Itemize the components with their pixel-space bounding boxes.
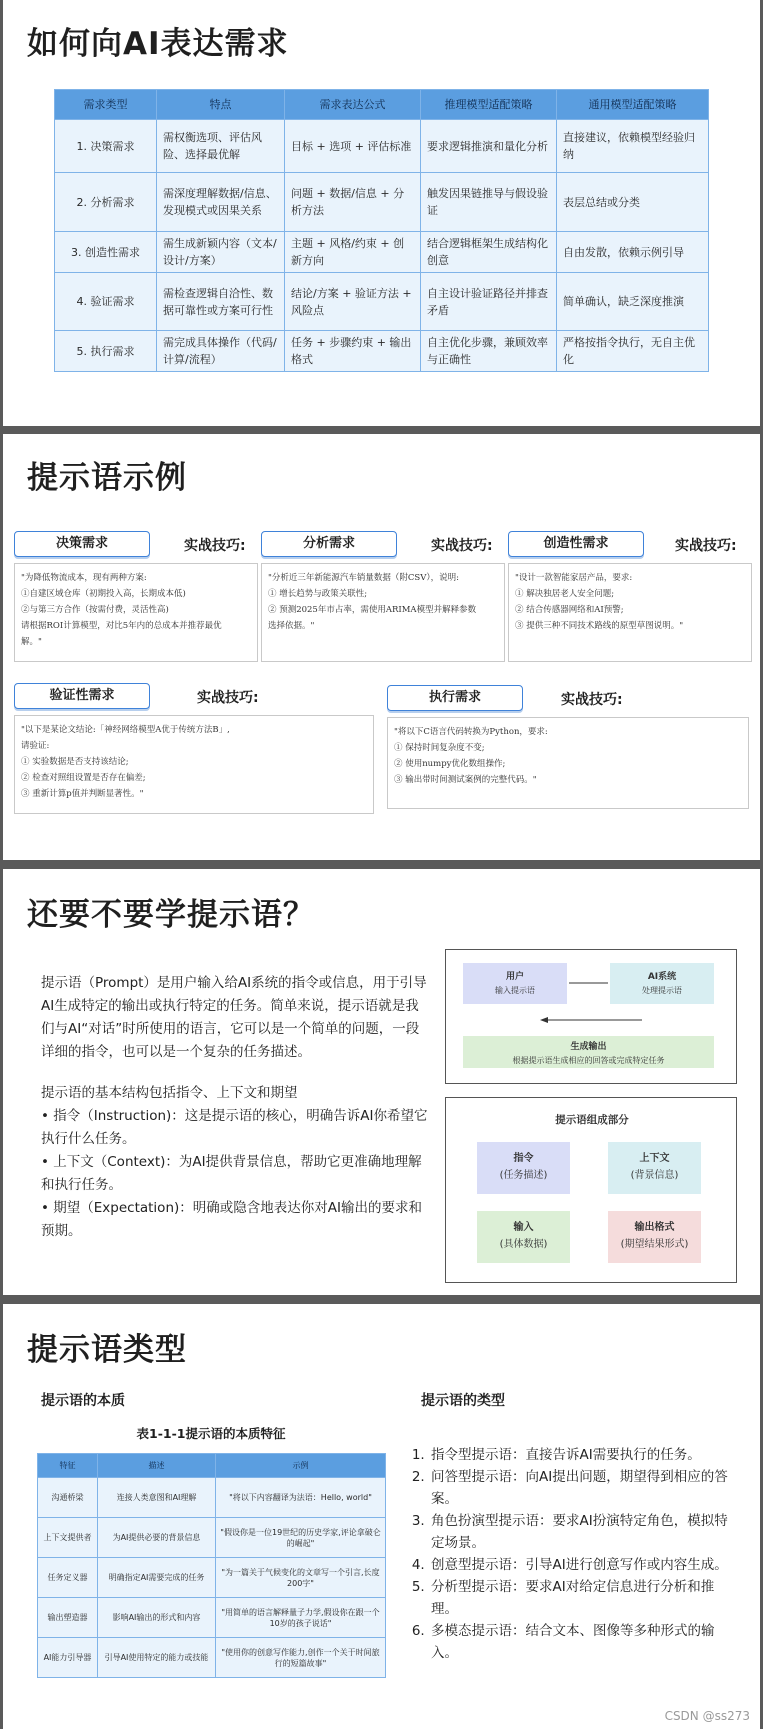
table-cell: "将以下内容翻译为法语：Hello, world": [216, 1478, 386, 1518]
watermark: CSDN @ss273: [664, 1709, 750, 1723]
example-line: ① 解决独居老人安全问题;: [515, 589, 615, 599]
bullet-expectation: • 期望（Expectation)：明确或隐含地表达你对AI输出的要求和预期。: [41, 1200, 422, 1239]
table-row: [38, 1598, 386, 1638]
table-cell: 自主优化步骤，兼顾效率与正确性: [421, 331, 557, 372]
component-output-format: [608, 1211, 701, 1263]
example-line: 解。": [21, 637, 42, 647]
table-cell: 1. 决策需求: [55, 120, 157, 173]
essence-table: [37, 1453, 386, 1678]
table-header: 描述: [98, 1454, 216, 1478]
table-row: [38, 1478, 386, 1518]
flow-diagram: [445, 949, 737, 1084]
user-title: 用户: [505, 972, 524, 982]
example-line: 选择依据。": [268, 621, 315, 631]
component-name: 指令: [513, 1153, 534, 1164]
component-desc: (期望结果形式): [620, 1239, 689, 1250]
example-line: ②与第三方合作（按需付费，灵活性高): [21, 605, 169, 615]
table-header-row: [55, 90, 709, 120]
components-diagram: [445, 1097, 737, 1283]
table-cell: 要求逻辑推演和量化分析: [421, 120, 557, 173]
example-line: ① 增长趋势与政策关联性;: [268, 589, 368, 599]
ai-title: AI系统: [647, 972, 677, 982]
table-cell: 4. 验证需求: [55, 273, 157, 331]
component-instruction: [477, 1142, 570, 1194]
tag-creative: 创造性需求: [508, 531, 644, 557]
table-cell: 输出塑造器: [38, 1598, 98, 1638]
table-header: 特征: [38, 1454, 98, 1478]
requirements-table: [54, 89, 709, 372]
types-heading: 提示语的类型: [421, 1393, 505, 1409]
table-cell: "用简单的语言解释量子力学,假设你在跟一个10岁的孩子说话": [216, 1598, 386, 1638]
output-title: 生成输出: [570, 1042, 607, 1052]
example-line: ② 预测2025年市占率，需使用ARIMA模型并解释参数: [268, 605, 477, 615]
table-header: 推理模型适配策略: [421, 90, 557, 120]
component-name: 输出格式: [634, 1222, 675, 1233]
table-cell: "使用你的创意写作能力,创作一个关于时间旅行的短篇故事": [216, 1638, 386, 1678]
table-caption: 表1-1-1提示语的本质特征: [136, 1426, 286, 1441]
table-row: [55, 173, 709, 232]
table-cell: 自由发散，依赖示例引导: [557, 232, 709, 273]
table-row: [55, 120, 709, 173]
types-list: [411, 1444, 741, 1664]
table-row: [55, 232, 709, 273]
table-cell: 连接人类意图和AI理解: [98, 1478, 216, 1518]
output-sub: 根据提示语生成相应的回答或完成特定任务: [512, 1056, 665, 1065]
component-name: 上下文: [639, 1153, 670, 1164]
table-cell: 结论/方案 + 验证方法 + 风险点: [285, 273, 421, 331]
example-line: "为降低物流成本，现有两种方案:: [21, 573, 147, 583]
tip-label: 实战技巧:: [197, 690, 259, 706]
table-cell: 3. 创造性需求: [55, 232, 157, 273]
list-item: 1. 指令型提示语：直接告诉AI需要执行的任务。: [429, 1444, 741, 1466]
tag-analysis: 分析需求: [261, 531, 397, 557]
table-cell: 影响AI输出的形式和内容: [98, 1598, 216, 1638]
example-line: "将以下C语言代码转换为Python，要求:: [394, 727, 548, 737]
table-cell: 为AI提供必要的背景信息: [98, 1518, 216, 1558]
bullet-context: • 上下文（Context)：为AI提供背景信息，帮助它更准确地理解和执行任务。: [41, 1154, 422, 1193]
example-line: ① 实验数据是否支持该结论;: [21, 757, 129, 767]
table-cell: AI能力引导器: [38, 1638, 98, 1678]
table-cell: 上下文提供者: [38, 1518, 98, 1558]
table-cell: 主题 + 风格/约束 + 创新方向: [285, 232, 421, 273]
table-cell: 表层总结或分类: [557, 173, 709, 232]
table-cell: 结合逻辑框架生成结构化创意: [421, 232, 557, 273]
component-desc: (任务描述): [499, 1170, 548, 1181]
table-cell: 问题 + 数据/信息 + 分析方法: [285, 173, 421, 232]
example-card-creative: [508, 563, 752, 662]
tag-verification: 验证性需求: [14, 683, 150, 709]
table-header: 示例: [216, 1454, 386, 1478]
list-item: 3. 角色扮演型提示语：要求AI扮演特定角色，模拟特定场景。: [429, 1510, 741, 1554]
table-cell: 任务 + 步骤约束 + 输出格式: [285, 331, 421, 372]
tag-decision: 决策需求: [14, 531, 150, 557]
tip-label: 实战技巧:: [431, 538, 493, 554]
example-line: 请根据ROI计算模型，对比5年内的总成本并推荐最优: [21, 621, 222, 631]
ai-sub: 处理提示语: [642, 986, 682, 995]
example-line: "以下是某论文结论:「神经网络模型A优于传统方法B」,: [21, 725, 230, 735]
essence-heading: 提示语的本质: [41, 1393, 125, 1409]
table-cell: 沟通桥梁: [38, 1478, 98, 1518]
slide1-title: 如何向AI表达需求: [27, 26, 289, 62]
component-name: 输入: [513, 1222, 534, 1233]
example-card-analysis: [261, 563, 505, 662]
table-cell: 触发因果链推导与假设验证: [421, 173, 557, 232]
table-header-row: [38, 1454, 386, 1478]
prompt-definition: 提示语（Prompt）是用户输入给AI系统的指令或信息，用于引导AI生成特定的输出或执行特定的任务。简单来说，提示语就是我们与AI“对话”时所使用的语言，它可以是一个简单的问题，一段详细的指令，也可以是一个复杂的任务描述。: [41, 975, 427, 1060]
list-item: 5. 分析型提示语：要求AI对给定信息进行分析和推理。: [429, 1576, 741, 1620]
table-cell: 5. 执行需求: [55, 331, 157, 372]
table-cell: 简单确认，缺乏深度推演: [557, 273, 709, 331]
list-item: 2. 问答型提示语：向AI提出问题，期望得到相应的答案。: [429, 1466, 741, 1510]
table-cell: "假设你是一位19世纪的历史学家,评论拿破仑的崛起": [216, 1518, 386, 1558]
example-card-execution: [387, 717, 749, 809]
prompt-structure-intro: 提示语的基本结构包括指令、上下文和期望: [41, 1085, 298, 1101]
example-line: ③ 输出带时间测试案例的完整代码。": [394, 775, 537, 785]
example-card-verification: [14, 715, 374, 814]
table-header: 通用模型适配策略: [557, 90, 709, 120]
slide4-title: 提示语类型: [27, 1332, 187, 1368]
table-cell: 需深度理解数据/信息、发现模式或因果关系: [157, 173, 285, 232]
component-desc: (背景信息): [630, 1170, 679, 1181]
table-header: 需求类型: [55, 90, 157, 120]
table-cell: 任务定义器: [38, 1558, 98, 1598]
component-context: [608, 1142, 701, 1194]
tip-label: 实战技巧:: [675, 538, 737, 554]
list-item: 6. 多模态提示语：结合文本、图像等多种形式的输入。: [429, 1620, 741, 1664]
tip-label: 实战技巧:: [561, 692, 623, 708]
example-line: ③ 提供三种不同技术路线的原型草图说明。": [515, 621, 684, 631]
slide-learn-prompts: [3, 869, 760, 1295]
output-box: [463, 1036, 714, 1068]
example-line: ①自建区域仓库（初期投入高，长期成本低): [21, 589, 186, 599]
table-row: [55, 273, 709, 331]
table-cell: 需完成具体操作（代码/计算/流程）: [157, 331, 285, 372]
slide-prompt-examples: [3, 434, 760, 860]
table-cell: 直接建议，依赖模型经验归纳: [557, 120, 709, 173]
example-line: ② 检查对照组设置是否存在偏差;: [21, 773, 146, 783]
table-row: [55, 331, 709, 372]
table-cell: 严格按指令执行，无自主优化: [557, 331, 709, 372]
tag-execution: 执行需求: [387, 685, 523, 711]
table-header: 需求表达公式: [285, 90, 421, 120]
example-line: ② 结合传感器网络和AI预警;: [515, 605, 624, 615]
slide-prompt-types: [3, 1304, 760, 1729]
table-cell: 引导AI使用特定的能力或技能: [98, 1638, 216, 1678]
table-cell: 自主设计验证路径并排查矛盾: [421, 273, 557, 331]
table-cell: 目标 + 选项 + 评估标准: [285, 120, 421, 173]
example-line: ③ 重新计算p值并判断显著性。": [21, 789, 144, 799]
components-title: 提示语组成部分: [555, 1114, 629, 1126]
table-cell: 2. 分析需求: [55, 173, 157, 232]
table-header: 特点: [157, 90, 285, 120]
bullet-instruction: • 指令（Instruction)：这是提示语的核心，明确告诉AI你希望它执行什么任务。: [41, 1108, 428, 1147]
table-row: [38, 1518, 386, 1558]
table-cell: 需检查逻辑自洽性、数据可靠性或方案可行性: [157, 273, 285, 331]
table-row: [38, 1638, 386, 1678]
list-item: 4. 创意型提示语：引导AI进行创意写作或内容生成。: [429, 1554, 741, 1576]
table-cell: 需权衡选项、评估风险、选择最优解: [157, 120, 285, 173]
example-line: ② 使用numpy优化数组操作;: [394, 759, 506, 769]
table-cell: 明确指定AI需要完成的任务: [98, 1558, 216, 1598]
example-line: 请验证:: [21, 741, 50, 751]
example-line: "分析近三年新能源汽车销量数据（附CSV），说明:: [268, 573, 459, 583]
user-sub: 输入提示语: [495, 986, 535, 995]
table-cell: "为一篇关于气候变化的文章写一个引言,长度200字": [216, 1558, 386, 1598]
tip-label: 实战技巧:: [184, 538, 246, 554]
slide3-title: 还要不要学提示语？: [27, 897, 315, 933]
slide-ai-requirements: [3, 0, 760, 426]
table-row: [38, 1558, 386, 1598]
table-cell: 需生成新颖内容（文本/设计/方案）: [157, 232, 285, 273]
slide2-title: 提示语示例: [27, 460, 187, 496]
arrow-back-head: [540, 1017, 548, 1023]
component-desc: (具体数据): [499, 1239, 548, 1250]
example-line: "设计一款智能家居产品，要求:: [515, 573, 633, 583]
component-input: [477, 1211, 570, 1263]
example-card-decision: [14, 563, 258, 662]
example-line: ① 保持时间复杂度不变;: [394, 743, 485, 753]
